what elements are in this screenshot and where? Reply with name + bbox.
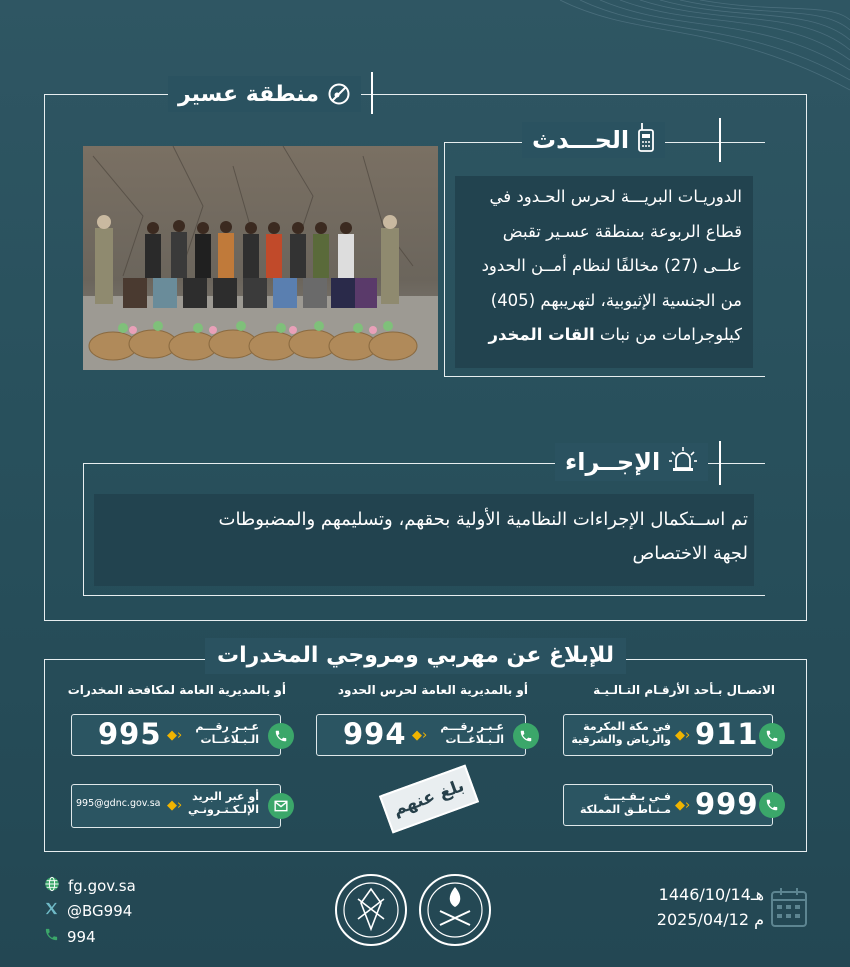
report-title: للإبلاغ عن مهربي ومروجي المخدرات [205,638,626,674]
action-line: تم اســتكمال الإجراءات النظامية الأولية بحقهم، وتسليمهم والمضبوطات [218,509,748,530]
region-title-tag [168,76,361,112]
event-line [458,318,742,353]
x-icon [44,901,59,920]
email-label [187,790,259,816]
event-line: قطاع الربوعة بمنطقة عسـير تقبض [502,221,742,241]
col-left-header: أو بالمديرية العامة لمكافحة المخدرات [67,683,286,697]
phone-icon [268,723,294,749]
hotline-994-number: 994 [343,717,407,751]
hotline-911-label-2: والرياض والشرقية [571,733,671,746]
email-address[interactable]: 995@gdnc.gov.sa [76,798,161,809]
footer-phone-row[interactable] [44,927,96,946]
globe-icon [44,876,60,896]
action-body [100,503,748,571]
action-heading-bar [719,441,721,485]
title-bar [371,72,373,114]
col-mid-header: أو بالمديرية العامة لحرس الحدود [337,683,528,697]
arrow-icon: ◆› [412,728,428,743]
date-greg: 2025/04/12 م [656,910,764,929]
email-icon [268,793,294,819]
arrow-icon: ◆› [675,798,691,813]
hotline-994-label-1: عـبـر رقـــم [440,720,504,733]
hotline-911-label [565,720,671,746]
date-hijri: 1446/10/14هـ [658,885,764,904]
hotline-999-label [565,790,671,816]
no-drugs-icon [327,82,351,106]
hotline-999-label-2: مـنـاطـق المملكة [579,803,671,816]
region-title: منطقة عسير [178,81,319,107]
hotline-999-number: 999 [695,787,759,821]
event-body [458,180,742,353]
hotline-994-label [432,720,504,746]
hotline-995-label-1: عـبـر رقـــم [195,720,259,733]
phone-icon [513,723,539,749]
hotline-995-label [187,720,259,746]
event-line: الدوريـات البريـــة لحرس الحـدود في [489,187,742,206]
calendar-icon [771,887,807,927]
arrow-icon: ◆› [675,728,691,743]
alarm-light-icon [668,446,698,478]
hotline-995-number: 995 [98,717,162,751]
footer-twitter: @BG994 [67,901,133,920]
event-line: علــى (27) مخالفًا لنظام أمــن الحدود [481,256,742,275]
walkie-talkie-icon [637,122,655,158]
hotline-911-label-1: في مكة المكرمة [583,720,671,733]
event-last-text: كيلوجرامات من نبات [599,325,742,344]
action-heading-tag [555,443,708,481]
footer-website-row[interactable] [44,876,136,896]
event-heading-bar [719,118,721,162]
hotline-911-number: 911 [695,717,759,751]
col-right-header: الاتصـال بـأحد الأرقـام التـالـيـة [593,683,775,697]
footer-twitter-row[interactable] [44,901,132,920]
event-heading: الحـــدث [532,126,630,154]
action-line: لجهة الاختصاص [632,543,748,564]
event-heading-tag [522,122,665,158]
hotline-999-label-1: فـي بـقـيـــة [603,790,671,803]
phone-icon [44,927,59,946]
email-label-1: أو عبر البريد [192,790,259,803]
ministry-emblem [418,873,492,947]
event-line: من الجنسية الإثيوبية، لتهريبهم (405) [490,290,742,310]
footer-website: fg.gov.sa [68,877,136,895]
action-heading: الإجــراء [565,448,661,476]
hotline-994-label-2: الـبـلاغــات [445,733,504,746]
hotline-995-label-2: الـبـلاغــات [200,733,259,746]
report-stamp: بلغ عنهم [379,764,479,833]
email-label-2: الإلـكـتـرونـي [188,803,259,816]
event-last-bold: القات المخدر [488,325,595,344]
arrow-icon: ◆› [167,728,183,743]
border-guard-emblem [334,873,408,947]
footer-phone: 994 [67,927,96,946]
seizure-photo [83,146,438,370]
phone-icon [759,792,785,818]
arrow-icon: ◆› [167,798,183,813]
phone-icon [759,723,785,749]
